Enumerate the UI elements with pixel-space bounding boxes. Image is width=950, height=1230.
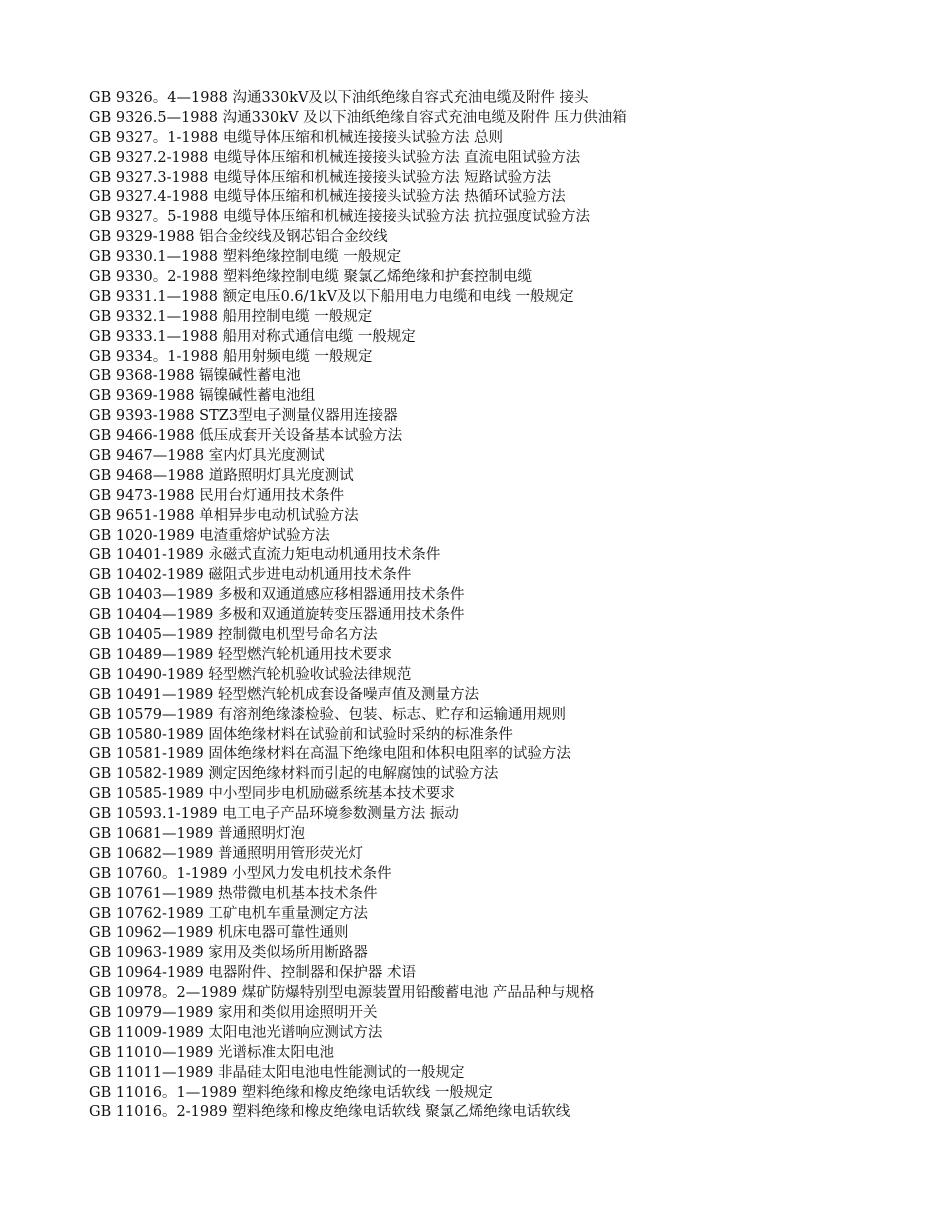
standard-entry: GB 10681—1989 普通照明灯泡 — [89, 825, 305, 842]
standard-entry: GB 10761—1989 热带微电机基本技术条件 — [89, 885, 378, 902]
standard-entry: GB 11016。2-1989 塑料绝缘和橡皮绝缘电话软线 聚氯乙烯绝缘电话软线 — [89, 1104, 571, 1121]
standard-entry: GB 11009-1989 太阳电池光谱响应测试方法 — [89, 1024, 383, 1041]
standard-entry: GB 9332.1—1988 船用控制电缆 一般规定 — [89, 308, 373, 325]
standard-entry: GB 10762-1989 工矿电机车重量测定方法 — [89, 905, 368, 922]
standard-entry: GB 10491—1989 轻型燃汽轮机成套设备噪声值及测量方法 — [89, 686, 479, 703]
standard-entry: GB 11016。1—1989 塑料绝缘和橡皮绝缘电话软线 一般规定 — [89, 1084, 493, 1101]
standard-entry: GB 11011—1989 非晶硅太阳电池电性能测试的一般规定 — [89, 1064, 465, 1081]
standard-entry: GB 10593.1-1989 电工电子产品环境参数测量方法 振动 — [89, 806, 459, 823]
standard-entry: GB 10489—1989 轻型燃汽轮机通用技术要求 — [89, 646, 392, 663]
standard-entry: GB 10760。1-1989 小型风力发电机技术条件 — [89, 865, 392, 882]
standard-entry: GB 1020-1989 电渣重熔炉试验方法 — [89, 527, 330, 544]
standard-entry: GB 10978。2—1989 煤矿防爆特别型电源装置用铅酸蓄电池 产品品种与规格 — [89, 985, 595, 1002]
standard-entry: GB 9327.4-1988 电缆导体压缩和机械连接接头试验方法 热循环试验方法 — [89, 189, 566, 206]
standard-entry: GB 10979—1989 家用和类似用途照明开关 — [89, 1004, 378, 1021]
standard-entry: GB 9327.2-1988 电缆导体压缩和机械连接接头试验方法 直流电阻试验方法 — [89, 149, 581, 166]
standard-entry: GB 10579—1989 有溶剂绝缘漆检验、包装、标志、贮存和运输通用规则 — [89, 706, 566, 723]
standard-entry: GB 10962—1989 机床电器可靠性通则 — [89, 925, 349, 942]
standard-entry: GB 10582-1989 测定因绝缘材料而引起的电解腐蚀的试验方法 — [89, 766, 499, 783]
standard-entry: GB 9331.1—1988 额定电压0.6/1kV及以下船用电力电缆和电线 一般规定 — [89, 288, 574, 305]
standard-entry: GB 10581-1989 固体绝缘材料在高温下绝缘电阻和体积电阻率的试验方法 — [89, 746, 571, 763]
standard-entry: GB 10401-1989 永磁式直流力矩电动机通用技术条件 — [89, 547, 441, 564]
standard-entry: GB 9327。1-1988 电缆导体压缩和机械连接接头试验方法 总则 — [89, 129, 503, 146]
standard-entry: GB 9330.1—1988 塑料绝缘控制电缆 一般规定 — [89, 249, 402, 266]
standard-entry: GB 9327。5-1988 电缆导体压缩和机械连接接头试验方法 抗拉强度试验方法 — [89, 209, 590, 226]
standard-entry: GB 10964-1989 电器附件、控制器和保护器 术语 — [89, 965, 416, 982]
standards-list — [89, 89, 627, 1123]
standard-entry: GB 10402-1989 磁阻式步进电动机通用技术条件 — [89, 567, 412, 584]
standard-entry: GB 10580-1989 固体绝缘材料在试验前和试验时采纳的标准条件 — [89, 726, 513, 743]
standard-entry: GB 10404—1989 多极和双通道旋转变压器通用技术条件 — [89, 607, 465, 624]
standard-entry: GB 9329-1988 铝合金绞线及钢芯铝合金绞线 — [89, 229, 388, 246]
standard-entry: GB 10682—1989 普通照明用管形荧光灯 — [89, 845, 363, 862]
standard-entry: GB 9326.5—1988 沟通330kV 及以下油纸绝缘自容式充油电缆及附件 压力供油箱 — [89, 109, 627, 126]
standard-entry: GB 10405—1989 控制微电机型号命名方法 — [89, 627, 378, 644]
standard-entry: GB 10963-1989 家用及类似场所用断路器 — [89, 945, 368, 962]
standard-entry: GB 9466-1988 低压成套开关设备基本试验方法 — [89, 428, 403, 445]
standard-entry: GB 9467—1988 室内灯具光度测试 — [89, 448, 325, 465]
standard-entry: GB 10403—1989 多极和双通道感应移相器通用技术条件 — [89, 587, 465, 604]
standard-entry: GB 9330。2-1988 塑料绝缘控制电缆 聚氯乙烯绝缘和护套控制电缆 — [89, 269, 532, 286]
standard-entry: GB 9326。4—1988 沟通330kV及以下油纸绝缘自容式充油电缆及附件 接头 — [89, 90, 589, 106]
standard-entry: GB 9468—1988 道路照明灯具光度测试 — [89, 467, 354, 484]
standard-entry: GB 9327.3-1988 电缆导体压缩和机械连接接头试验方法 短路试验方法 — [89, 169, 552, 186]
standard-entry: GB 9393-1988 STZ3型电子测量仪器用连接器 — [89, 408, 398, 425]
standard-entry: GB 10490-1989 轻型燃汽轮机验收试验法律规范 — [89, 666, 412, 683]
standard-entry: GB 9368-1988 镉镍碱性蓄电池 — [89, 368, 301, 385]
standard-entry: GB 9473-1988 民用台灯通用技术条件 — [89, 487, 345, 504]
standard-entry: GB 9334。1-1988 船用射频电缆 一般规定 — [89, 348, 373, 365]
standard-entry: GB 11010—1989 光谱标准太阳电池 — [89, 1044, 334, 1061]
standard-entry: GB 9651-1988 单相异步电动机试验方法 — [89, 507, 359, 524]
standard-entry: GB 9369-1988 镉镍碱性蓄电池组 — [89, 388, 316, 405]
standard-entry: GB 9333.1—1988 船用对称式通信电缆 一般规定 — [89, 328, 416, 345]
standard-entry: GB 10585-1989 中小型同步电机励磁系统基本技术要求 — [89, 786, 455, 803]
